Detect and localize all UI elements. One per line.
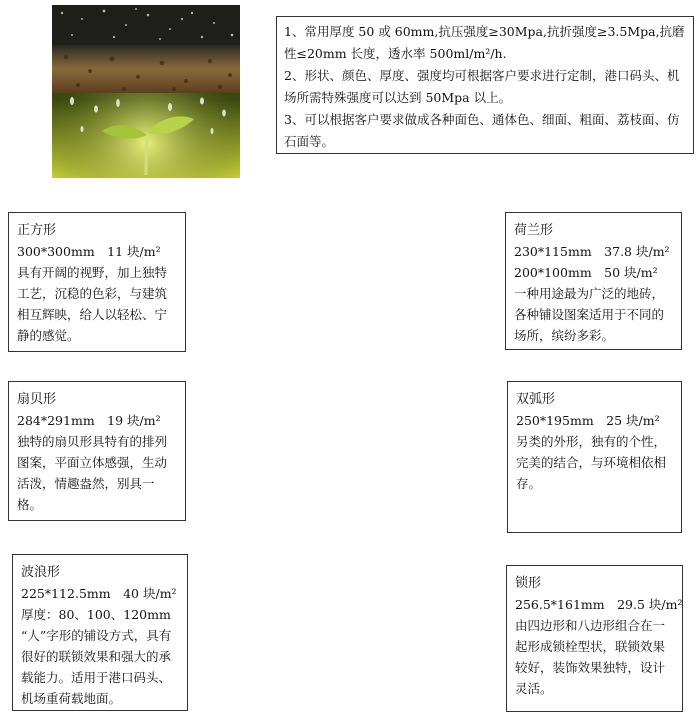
product-thickness: 厚度：80、100、120mm: [21, 607, 171, 622]
intro-paragraph-1: 1、常用厚度 50 或 60mm,抗压强度≥30Mpa,抗折强度≥3.5Mpa,抗磨性≤20mm 长度，透水率 500ml/m²/h.: [284, 24, 685, 61]
product-spec: 256.5*161mm 29.5 块/m²: [515, 597, 683, 612]
product-description: 由四边形和八边形组合在一起形成锁栓型状，联锁效果较好，装饰效果独特，设计灵活。: [515, 618, 666, 696]
product-card-holland: [505, 212, 682, 350]
product-card-scallop: [8, 381, 186, 521]
product-photo: [52, 5, 240, 178]
product-spec: 225*112.5mm 40 块/m²: [21, 586, 177, 601]
product-description: 一种用途最为广泛的地砖，各种铺设图案适用于不同的场所，缤纷多彩。: [514, 286, 665, 343]
product-spec: 250*195mm 25 块/m²: [516, 413, 660, 428]
product-description: 具有开阔的视野，加上独特工艺，沉稳的色彩，与建筑相互辉映，给人以轻松、宁静的感觉。: [17, 265, 168, 343]
product-title: 锁形: [515, 576, 542, 591]
product-card-double-arc: [507, 381, 682, 533]
product-card-lock: [506, 565, 683, 712]
product-title: 正方形: [17, 223, 57, 238]
product-title: 扇贝形: [17, 392, 57, 407]
product-description: 独特的扇贝形具特有的排列图案，平面立体感强，生动活泼，情趣盎然，别具一格。: [17, 434, 168, 512]
product-card-wave: [12, 554, 188, 711]
product-title: 双弧形: [516, 392, 556, 407]
intro-paragraph-2: 2、形状、颜色、厚度、强度均可根据客户要求进行定制，港口码头、机场所需特殊强度可以达到 50Mpa 以上。: [284, 68, 680, 105]
intro-box: [276, 16, 694, 154]
product-spec: 284*291mm 19 块/m²: [17, 413, 161, 428]
product-description: “人”字形的铺设方式，具有很好的联锁效果和强大的承载能力。适用于港口码头、机场重荷载地面。: [21, 628, 172, 706]
product-spec: 300*300mm 11 块/m²: [17, 244, 161, 259]
product-spec-secondary: 200*100mm 50 块/m²: [514, 265, 658, 280]
product-card-square: [8, 212, 186, 352]
product-title: 波浪形: [21, 565, 61, 580]
product-title: 荷兰形: [514, 223, 554, 238]
intro-paragraph-3: 3、可以根据客户要求做成各种面色、通体色、细面、粗面、荔枝面、仿石面等。: [284, 112, 680, 149]
product-description: 另类的外形，独有的个性，完美的结合，与环境相依相存。: [516, 434, 667, 491]
product-spec: 230*115mm 37.8 块/m²: [514, 244, 670, 259]
